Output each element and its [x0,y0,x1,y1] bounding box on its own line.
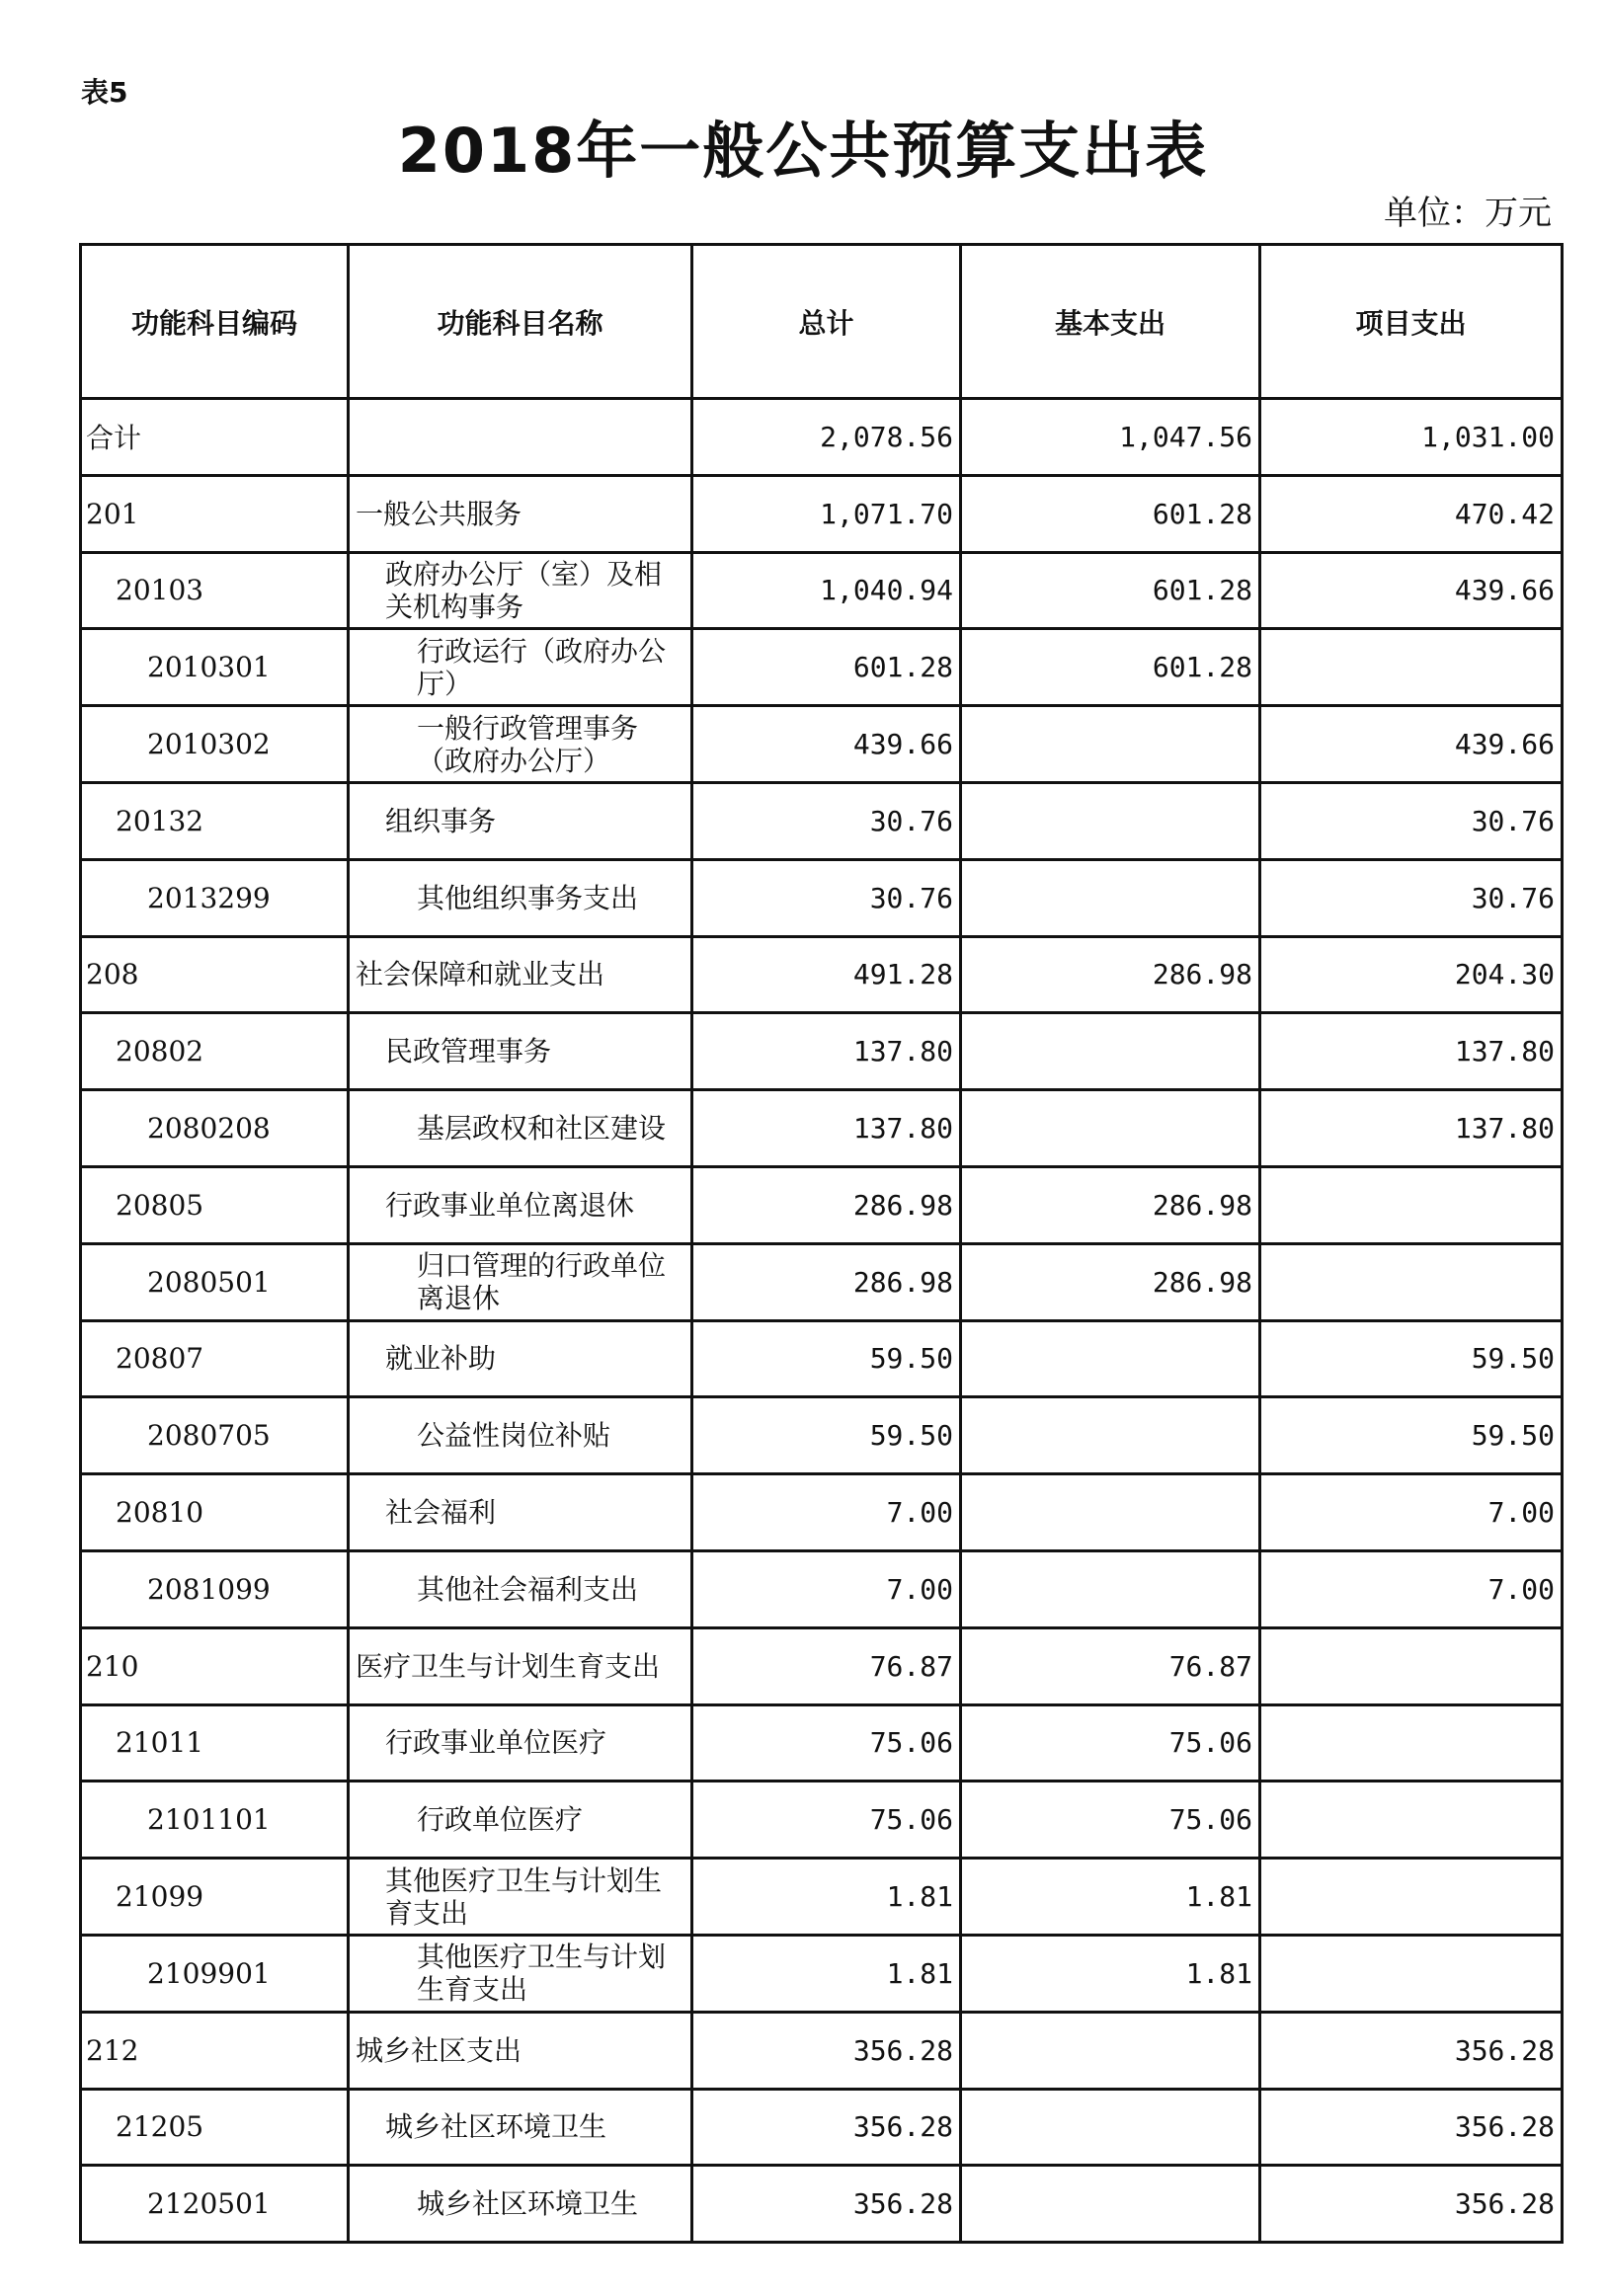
cell-project: 30.76 [1260,859,1563,936]
cell-basic: 601.28 [961,552,1260,629]
cell-total: 59.50 [692,1320,961,1397]
cell-total: 137.80 [692,1013,961,1090]
cell-total: 286.98 [692,1243,961,1320]
cell-project: 356.28 [1260,2012,1563,2089]
cell-total: 30.76 [692,859,961,936]
table-row [81,1859,1563,1936]
cell-name: 其他医疗卫生与计划生育支出 [349,1859,692,1936]
cell-name: 医疗卫生与计划生育支出 [349,1627,692,1704]
table-row [81,936,1563,1013]
cell-code: 20810 [81,1474,349,1551]
cell-total: 439.66 [692,706,961,783]
col-header-basic: 基本支出 [961,245,1260,399]
cell-name: 社会保障和就业支出 [349,936,692,1013]
cell-name: 城乡社区环境卫生 [349,2089,692,2166]
cell-basic: 75.06 [961,1704,1260,1781]
cell-total: 356.28 [692,2012,961,2089]
cell-total: 356.28 [692,2089,961,2166]
cell-basic [961,1397,1260,1474]
table-row [81,1550,1563,1627]
table-row [81,1474,1563,1551]
cell-total: 491.28 [692,936,961,1013]
cell-basic [961,1474,1260,1551]
cell-basic [961,1013,1260,1090]
cell-total: 75.06 [692,1781,961,1859]
cell-code: 210 [81,1627,349,1704]
cell-basic: 76.87 [961,1627,1260,1704]
cell-name: 公益性岗位补贴 [349,1397,692,1474]
table-row [81,1243,1563,1320]
cell-name: 社会福利 [349,1474,692,1551]
col-header-name: 功能科目名称 [349,245,692,399]
cell-name: 一般公共服务 [349,475,692,552]
cell-project: 356.28 [1260,2089,1563,2166]
cell-code: 20805 [81,1166,349,1243]
table-number: 表5 [81,76,128,109]
cell-total: 356.28 [692,2166,961,2243]
cell-name: 其他组织事务支出 [349,859,692,936]
cell-total: 1.81 [692,1935,961,2012]
cell-total: 137.80 [692,1090,961,1167]
cell-basic: 286.98 [961,1166,1260,1243]
table-body [81,399,1563,2243]
cell-basic [961,706,1260,783]
table-row [81,2166,1563,2243]
cell-total: 76.87 [692,1627,961,1704]
cell-total: 7.00 [692,1474,961,1551]
cell-project: 7.00 [1260,1474,1563,1551]
cell-name: 城乡社区环境卫生 [349,2166,692,2243]
cell-code: 212 [81,2012,349,2089]
cell-total: 30.76 [692,782,961,859]
cell-basic [961,2089,1260,2166]
cell-name: 组织事务 [349,782,692,859]
cell-basic: 75.06 [961,1781,1260,1859]
table-row [81,1090,1563,1167]
cell-project: 59.50 [1260,1397,1563,1474]
cell-total: 59.50 [692,1397,961,1474]
cell-basic [961,859,1260,936]
cell-total: 286.98 [692,1166,961,1243]
cell-code: 2120501 [81,2166,349,2243]
cell-name: 其他医疗卫生与计划生育支出 [349,1935,692,2012]
cell-name [349,399,692,476]
cell-project [1260,629,1563,706]
cell-project: 204.30 [1260,936,1563,1013]
header-row [81,245,1563,399]
table-row [81,1781,1563,1859]
cell-name: 行政事业单位医疗 [349,1704,692,1781]
cell-project [1260,1704,1563,1781]
table-row [81,1935,1563,2012]
cell-basic [961,1320,1260,1397]
cell-basic [961,1090,1260,1167]
cell-code: 2109901 [81,1935,349,2012]
cell-project [1260,1243,1563,1320]
cell-project [1260,1935,1563,2012]
cell-project: 1,031.00 [1260,399,1563,476]
table-row [81,552,1563,629]
cell-project [1260,1859,1563,1936]
cell-code: 2010301 [81,629,349,706]
cell-code: 合计 [81,399,349,476]
cell-project: 30.76 [1260,782,1563,859]
table-row [81,1704,1563,1781]
cell-name: 基层政权和社区建设 [349,1090,692,1167]
table-row [81,399,1563,476]
cell-code: 2080501 [81,1243,349,1320]
cell-project [1260,1781,1563,1859]
cell-basic [961,782,1260,859]
cell-code: 2101101 [81,1781,349,1859]
cell-code: 20802 [81,1013,349,1090]
cell-project [1260,1627,1563,1704]
cell-name: 行政单位医疗 [349,1781,692,1859]
table-row [81,1013,1563,1090]
cell-code: 2081099 [81,1550,349,1627]
table-row [81,1320,1563,1397]
cell-code: 2010302 [81,706,349,783]
table-row [81,2089,1563,2166]
cell-name: 其他社会福利支出 [349,1550,692,1627]
cell-name: 行政事业单位离退休 [349,1166,692,1243]
cell-project: 439.66 [1260,706,1563,783]
cell-basic [961,2012,1260,2089]
cell-total: 75.06 [692,1704,961,1781]
cell-code: 21011 [81,1704,349,1781]
cell-project: 137.80 [1260,1090,1563,1167]
cell-code: 21099 [81,1859,349,1936]
table-row [81,2012,1563,2089]
cell-code: 2080705 [81,1397,349,1474]
unit-label: 单位：万元 [1384,194,1552,233]
cell-project: 59.50 [1260,1320,1563,1397]
cell-total: 1,040.94 [692,552,961,629]
cell-code: 20103 [81,552,349,629]
table-row [81,1166,1563,1243]
cell-total: 2,078.56 [692,399,961,476]
cell-project: 137.80 [1260,1013,1563,1090]
col-header-code: 功能科目编码 [81,245,349,399]
table-row [81,1397,1563,1474]
cell-project: 356.28 [1260,2166,1563,2243]
cell-code: 2080208 [81,1090,349,1167]
cell-total: 1.81 [692,1859,961,1936]
table-row [81,629,1563,706]
table-row [81,475,1563,552]
cell-code: 20807 [81,1320,349,1397]
cell-project: 439.66 [1260,552,1563,629]
cell-code: 2013299 [81,859,349,936]
cell-basic: 1.81 [961,1935,1260,2012]
cell-basic [961,1550,1260,1627]
cell-name: 民政管理事务 [349,1013,692,1090]
cell-basic: 1.81 [961,1859,1260,1936]
cell-basic: 1,047.56 [961,399,1260,476]
cell-name: 行政运行（政府办公厅） [349,629,692,706]
cell-total: 601.28 [692,629,961,706]
cell-basic: 601.28 [961,475,1260,552]
cell-basic: 601.28 [961,629,1260,706]
cell-name: 归口管理的行政单位离退休 [349,1243,692,1320]
col-header-project: 项目支出 [1260,245,1563,399]
table-row [81,859,1563,936]
cell-basic: 286.98 [961,1243,1260,1320]
table-row [81,706,1563,783]
cell-code: 208 [81,936,349,1013]
cell-code: 21205 [81,2089,349,2166]
col-header-total: 总计 [692,245,961,399]
table-row [81,782,1563,859]
cell-project: 7.00 [1260,1550,1563,1627]
table-row [81,1627,1563,1704]
cell-name: 就业补助 [349,1320,692,1397]
cell-basic [961,2166,1260,2243]
cell-name: 城乡社区支出 [349,2012,692,2089]
page-title: 2018年一般公共预算支出表 [397,115,1209,187]
cell-project [1260,1166,1563,1243]
cell-basic: 286.98 [961,936,1260,1013]
cell-name: 政府办公厅（室）及相关机构事务 [349,552,692,629]
budget-table [79,243,1564,2244]
cell-name: 一般行政管理事务（政府办公厅） [349,706,692,783]
cell-code: 201 [81,475,349,552]
cell-total: 1,071.70 [692,475,961,552]
cell-project: 470.42 [1260,475,1563,552]
cell-total: 7.00 [692,1550,961,1627]
cell-code: 20132 [81,782,349,859]
